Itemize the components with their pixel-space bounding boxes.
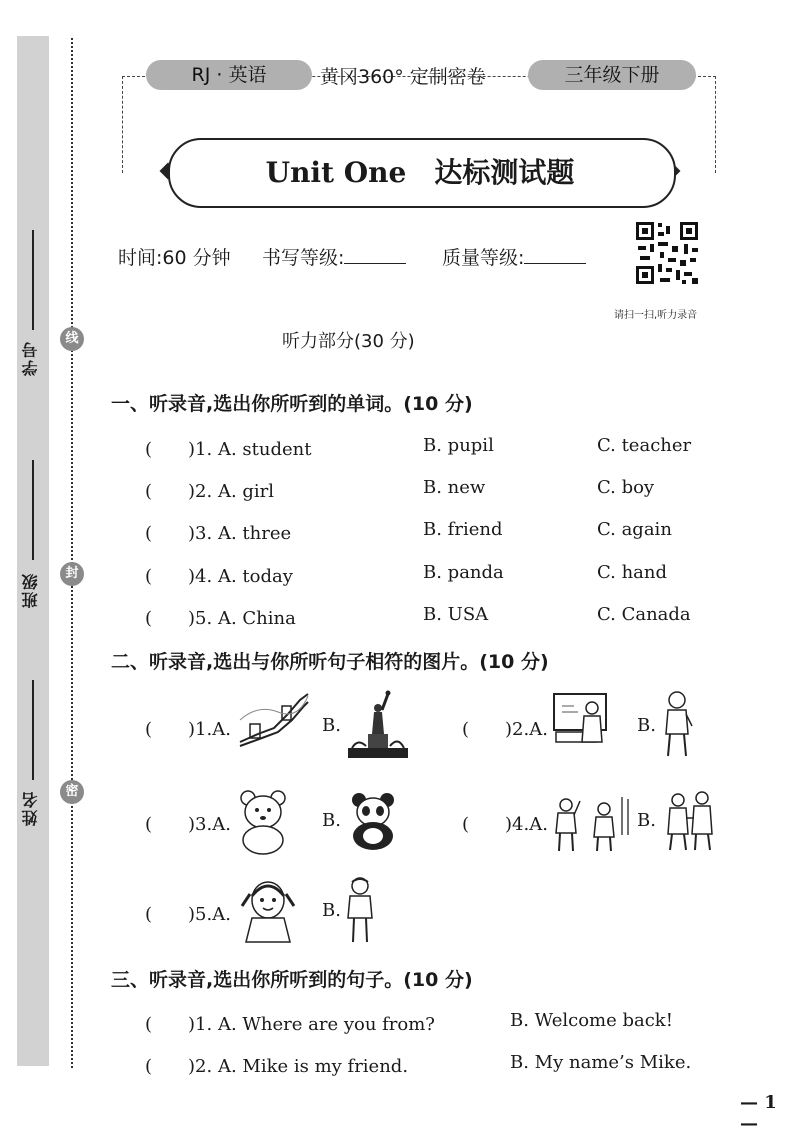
seal-line-mark: 线 (60, 327, 84, 351)
s2-option-b[interactable]: B. My name’s Mike. (510, 1052, 692, 1073)
grade-pill: 三年级下册 (528, 60, 696, 90)
name-label: 姓名 (21, 790, 40, 826)
s1-option-b[interactable]: B. Welcome back! (510, 1010, 673, 1031)
q4-option-b[interactable]: B. panda (423, 562, 504, 583)
section1-heading: 一、听录音,选出你所听到的单词。(10 分) (111, 393, 473, 415)
pic-question-1-label[interactable]: ( )1.A. (145, 719, 231, 740)
pic-question-3-label[interactable]: ( )3.A. (145, 814, 231, 835)
q5-option-a[interactable]: ( )5. A. China (145, 608, 296, 629)
q1-option-c[interactable]: C. teacher (597, 435, 692, 456)
class-blank[interactable] (32, 460, 34, 560)
pic-question-4-b[interactable]: B. (637, 810, 656, 831)
section3-heading: 三、听录音,选出你所听到的句子。(10 分) (111, 969, 473, 991)
pic-question-3-b[interactable]: B. (322, 810, 341, 831)
q2-option-c[interactable]: C. boy (597, 477, 655, 498)
boy-picture[interactable] (344, 876, 376, 946)
q3-option-b[interactable]: B. friend (423, 519, 503, 540)
children-waving-picture[interactable] (552, 795, 632, 853)
name-blank[interactable] (32, 680, 34, 780)
q2-option-b[interactable]: B. new (423, 477, 486, 498)
page-title: Unit One 达标测试题 (265, 156, 575, 189)
writing-grade-label: 书写等级: (262, 247, 345, 269)
seal-secret-mark: 密 (60, 780, 84, 804)
panda-picture[interactable] (345, 790, 401, 852)
seal-seal-mark: 封 (60, 562, 84, 586)
q3-option-c[interactable]: C. again (597, 519, 672, 540)
subject-pill: RJ · 英语 (146, 60, 312, 90)
great-wall-picture[interactable] (238, 690, 310, 748)
s1-option-a[interactable]: ( )1. A. Where are you from? (145, 1014, 435, 1035)
section2-heading: 二、听录音,选出与你所听句子相符的图片。(10 分) (111, 651, 549, 673)
teacher-picture[interactable] (552, 692, 610, 748)
writing-grade-blank[interactable] (344, 245, 406, 264)
class-label: 班级 (21, 572, 40, 608)
series-title: 黄冈360° 定制密卷 (320, 66, 486, 88)
pic-question-5-b[interactable]: B. (322, 900, 341, 921)
qr-code-icon[interactable] (634, 220, 700, 286)
adults-meeting-picture[interactable] (660, 790, 720, 852)
pic-question-2-label[interactable]: ( )2.A. (462, 719, 548, 740)
q4-option-a[interactable]: ( )4. A. today (145, 566, 293, 587)
student-number-blank[interactable] (32, 230, 34, 330)
q1-option-b[interactable]: B. pupil (423, 435, 494, 456)
listening-part-title: 听力部分(30 分) (282, 331, 415, 352)
pic-question-2-b[interactable]: B. (637, 715, 656, 736)
q1-option-a[interactable]: ( )1. A. student (145, 439, 312, 460)
boy-student-picture[interactable] (660, 690, 694, 760)
writing-grade (262, 243, 406, 270)
cut-line (71, 38, 73, 1068)
qr-caption: 请扫一扫,听力录音 (614, 310, 698, 321)
q4-option-c[interactable]: C. hand (597, 562, 668, 583)
quality-grade-blank[interactable] (524, 245, 586, 264)
q2-option-a[interactable]: ( )2. A. girl (145, 481, 275, 502)
student-number-label: 学号 (21, 340, 40, 376)
pic-question-4-label[interactable]: ( )4.A. (462, 814, 548, 835)
quality-grade (442, 243, 586, 270)
q5-option-b[interactable]: B. USA (423, 604, 489, 625)
girl-picture[interactable] (238, 876, 298, 944)
pic-question-5-label[interactable]: ( )5.A. (145, 904, 231, 925)
pic-question-1-b[interactable]: B. (322, 715, 341, 736)
bear-picture[interactable] (236, 788, 292, 856)
statue-of-liberty-picture[interactable] (344, 690, 412, 760)
q3-option-a[interactable]: ( )3. A. three (145, 523, 292, 544)
q5-option-c[interactable]: C. Canada (597, 604, 691, 625)
time-limit: 时间:60 分钟 (118, 247, 231, 269)
page-number: — 1 — (740, 1092, 777, 1134)
s2-option-a[interactable]: ( )2. A. Mike is my friend. (145, 1056, 409, 1077)
quality-grade-label: 质量等级: (442, 247, 525, 269)
